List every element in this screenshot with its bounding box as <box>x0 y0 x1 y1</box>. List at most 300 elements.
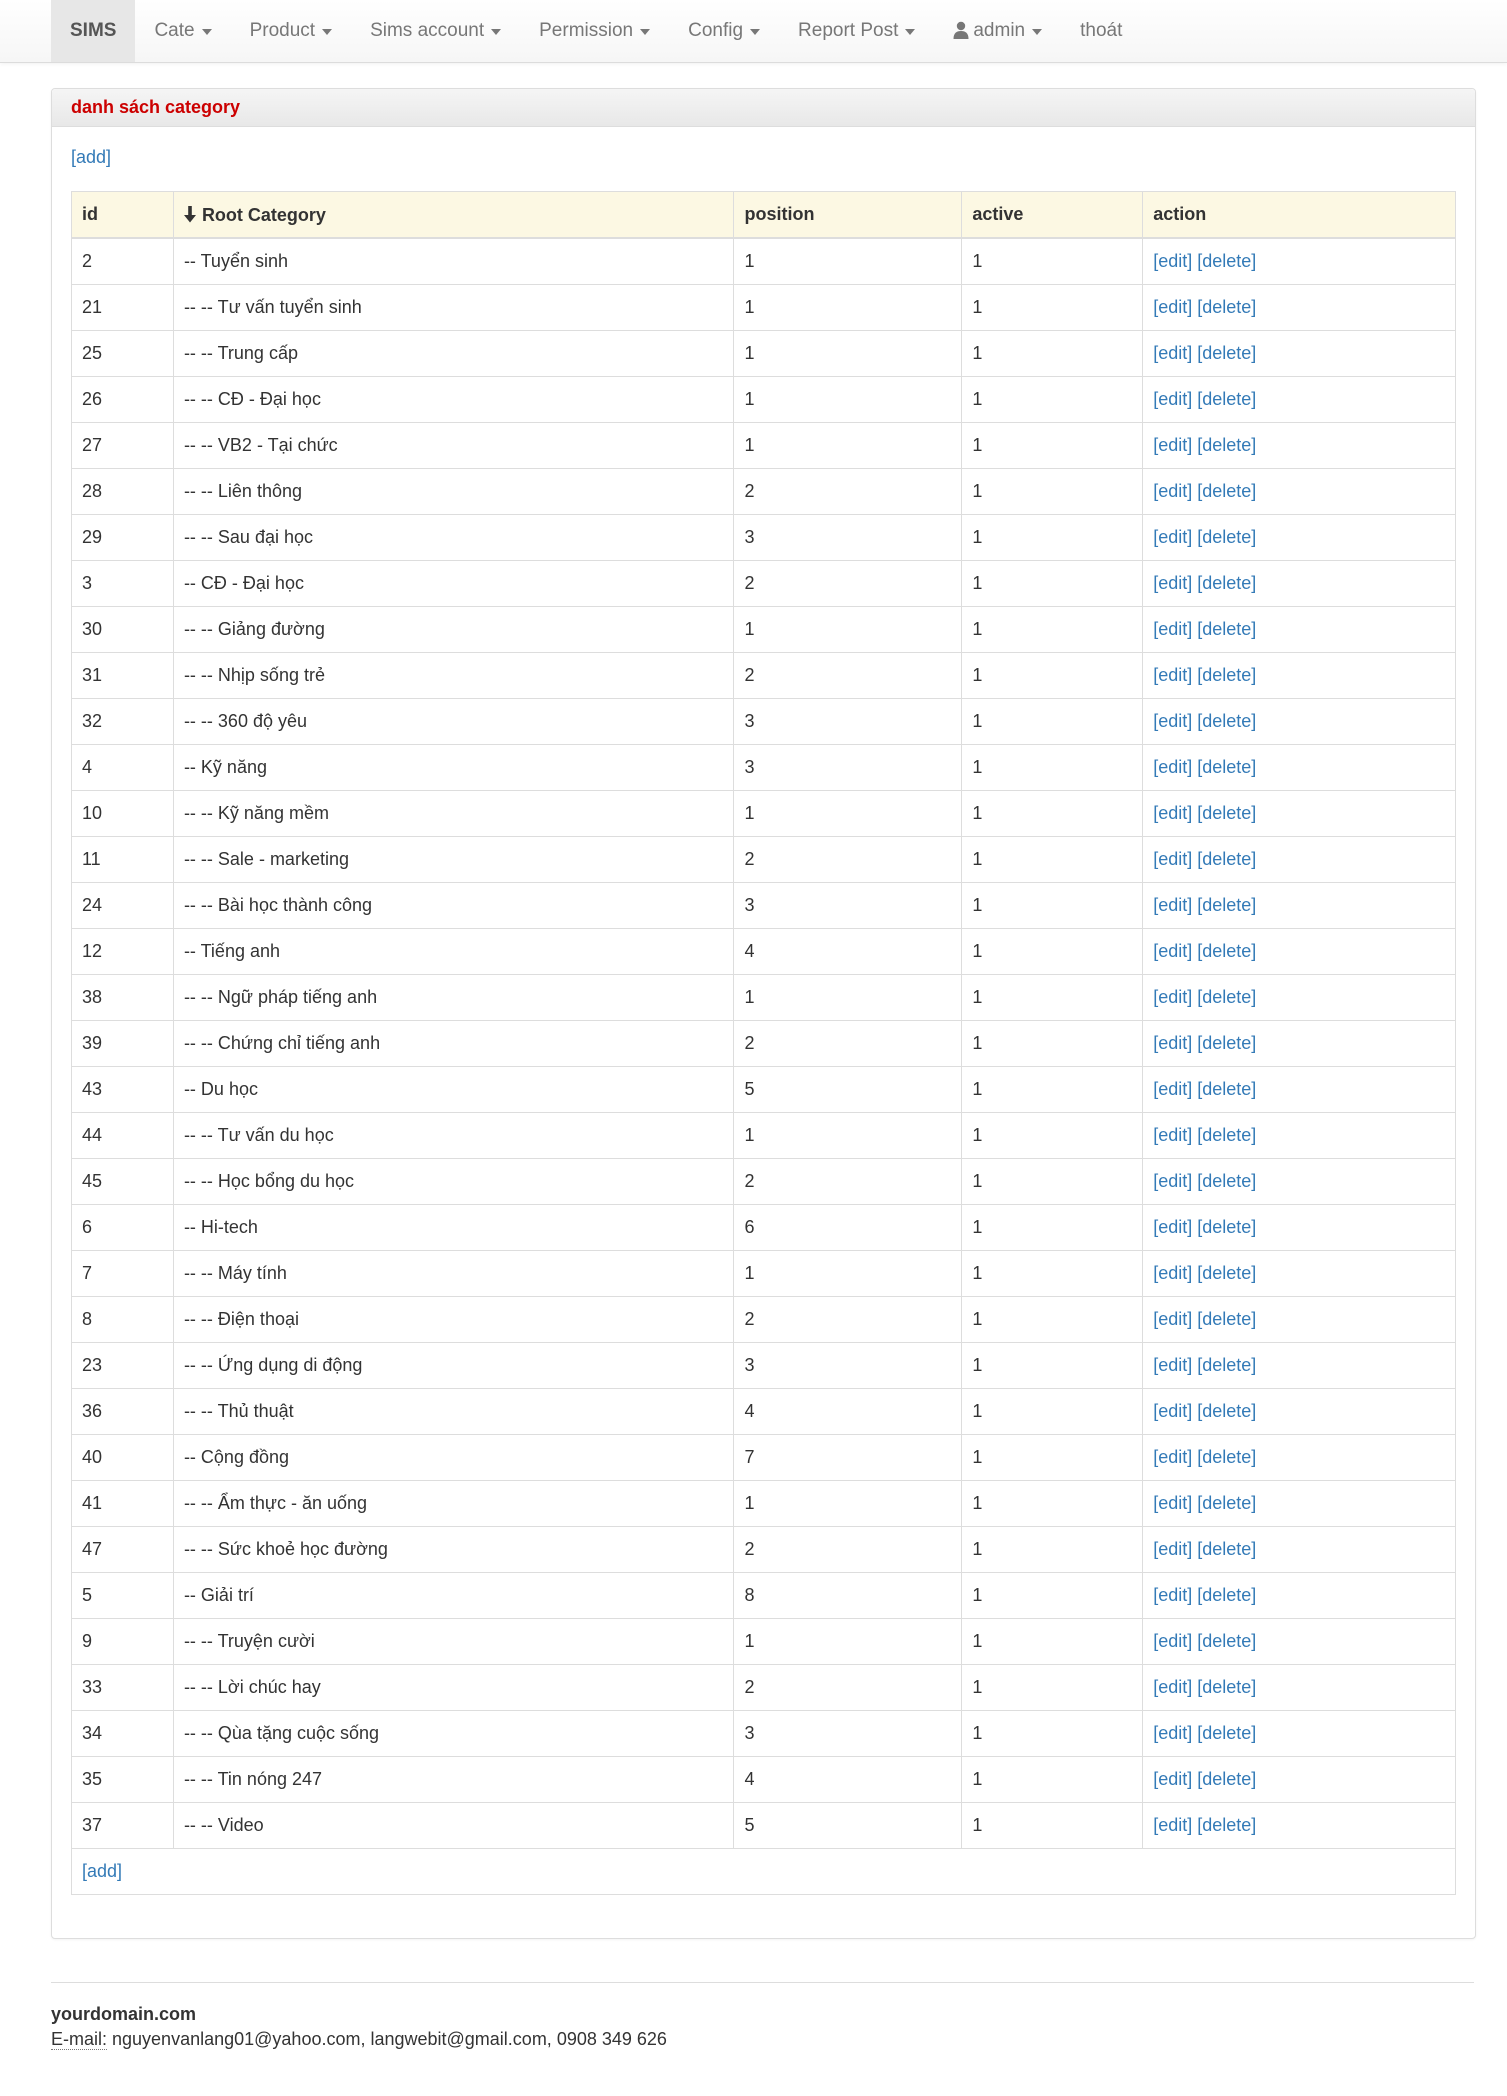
cell-category-name: -- Giải trí <box>173 1573 734 1619</box>
cell-active: 1 <box>962 883 1143 929</box>
cell-active: 1 <box>962 975 1143 1021</box>
panel-title-text: danh sách category <box>71 97 241 117</box>
cell-position: 3 <box>734 1343 962 1389</box>
cell-active: 1 <box>962 238 1143 285</box>
nav-item-product[interactable] <box>231 0 351 62</box>
delete-link[interactable]: [delete] <box>1197 1401 1257 1421</box>
edit-link[interactable]: [edit] <box>1153 1677 1193 1697</box>
edit-link[interactable]: [edit] <box>1153 619 1193 639</box>
edit-link[interactable]: [edit] <box>1153 435 1193 455</box>
edit-link[interactable]: [edit] <box>1153 1263 1193 1283</box>
cell-active: 1 <box>962 1573 1143 1619</box>
cell-category-name: -- -- Sau đại học <box>173 515 734 561</box>
cell-position: 3 <box>734 1711 962 1757</box>
cell-position: 8 <box>734 1573 962 1619</box>
edit-link[interactable]: [edit] <box>1153 1309 1193 1329</box>
cell-id: 36 <box>72 1389 174 1435</box>
nav-item-label: Product <box>249 20 316 41</box>
edit-link[interactable]: [edit] <box>1153 1769 1193 1789</box>
delete-link[interactable]: [delete] <box>1197 619 1257 639</box>
cell-id: 30 <box>72 607 174 653</box>
table-row <box>72 1343 1456 1389</box>
cell-action <box>1143 377 1456 423</box>
delete-link[interactable]: [delete] <box>1197 1723 1257 1743</box>
delete-link[interactable]: [delete] <box>1197 1539 1257 1559</box>
cell-id: 26 <box>72 377 174 423</box>
cell-id: 11 <box>72 837 174 883</box>
nav-brand-sims[interactable] <box>51 0 135 62</box>
cell-position: 4 <box>734 1389 962 1435</box>
cell-position: 2 <box>734 1665 962 1711</box>
table-row <box>72 377 1456 423</box>
cell-active: 1 <box>962 1067 1143 1113</box>
delete-link[interactable]: [delete] <box>1197 1217 1257 1237</box>
delete-link[interactable]: [delete] <box>1197 1585 1257 1605</box>
table-row <box>72 1205 1456 1251</box>
nav-item-user-admin[interactable] <box>934 0 1061 62</box>
cell-category-name: -- -- Sale - marketing <box>173 837 734 883</box>
nav-brand-label: SIMS <box>70 20 117 41</box>
cell-position: 2 <box>734 1159 962 1205</box>
user-icon <box>953 21 969 39</box>
cell-action <box>1143 791 1456 837</box>
delete-link[interactable]: [delete] <box>1197 389 1257 409</box>
table-row <box>72 1757 1456 1803</box>
delete-link[interactable]: [delete] <box>1197 1769 1257 1789</box>
delete-link[interactable]: [delete] <box>1197 1631 1257 1651</box>
nav-item-config[interactable] <box>669 0 779 62</box>
cell-category-name: -- -- CĐ - Đại học <box>173 377 734 423</box>
cell-category-name: -- CĐ - Đại học <box>173 561 734 607</box>
cell-position: 7 <box>734 1435 962 1481</box>
cell-active: 1 <box>962 745 1143 791</box>
nav-logout-link[interactable] <box>1061 0 1141 62</box>
edit-link[interactable]: [edit] <box>1153 297 1193 317</box>
cell-category-name: -- -- VB2 - Tại chức <box>173 423 734 469</box>
caret-down-icon <box>322 29 332 35</box>
panel-title <box>52 89 1475 127</box>
cell-category-name: -- Kỹ năng <box>173 745 734 791</box>
email-label: E-mail: <box>51 2029 108 2049</box>
cell-active: 1 <box>962 515 1143 561</box>
table-row <box>72 1665 1456 1711</box>
edit-link[interactable]: [edit] <box>1153 1723 1193 1743</box>
edit-link[interactable]: [edit] <box>1153 1033 1193 1053</box>
cell-active: 1 <box>962 1435 1143 1481</box>
cell-action <box>1143 1665 1456 1711</box>
cell-action <box>1143 837 1456 883</box>
cell-action <box>1143 1343 1456 1389</box>
table-row <box>72 837 1456 883</box>
cell-active: 1 <box>962 929 1143 975</box>
edit-link[interactable]: [edit] <box>1153 757 1193 777</box>
cell-category-name: -- -- Tin nóng 247 <box>173 1757 734 1803</box>
cell-action <box>1143 1251 1456 1297</box>
edit-link[interactable]: [edit] <box>1153 1125 1193 1145</box>
edit-link[interactable]: [edit] <box>1153 573 1193 593</box>
cell-category-name: -- -- Bài học thành công <box>173 883 734 929</box>
cell-category-name: -- -- Thủ thuật <box>173 1389 734 1435</box>
cell-active: 1 <box>962 1711 1143 1757</box>
cell-position: 1 <box>734 791 962 837</box>
cell-id: 12 <box>72 929 174 975</box>
nav-item-cate[interactable] <box>135 0 230 62</box>
cell-active: 1 <box>962 1159 1143 1205</box>
cell-category-name: -- -- Video <box>173 1803 734 1849</box>
caret-down-icon <box>491 29 501 35</box>
delete-link[interactable]: [delete] <box>1197 1493 1257 1513</box>
table-row <box>72 699 1456 745</box>
cell-action <box>1143 1757 1456 1803</box>
nav-item-label: Permission <box>539 20 634 41</box>
edit-link[interactable]: [edit] <box>1153 389 1193 409</box>
table-row <box>72 1573 1456 1619</box>
cell-position: 5 <box>734 1803 962 1849</box>
cell-active: 1 <box>962 699 1143 745</box>
nav-item-label: Report Post <box>798 20 899 41</box>
cell-position: 2 <box>734 561 962 607</box>
edit-link[interactable]: [edit] <box>1153 895 1193 915</box>
cell-position: 4 <box>734 929 962 975</box>
column-header-active[interactable]: active <box>962 192 1143 239</box>
edit-link[interactable]: [edit] <box>1153 1171 1193 1191</box>
cell-id: 24 <box>72 883 174 929</box>
cell-category-name: -- -- Điện thoại <box>173 1297 734 1343</box>
nav-item-label: Sims account <box>370 20 485 41</box>
cell-action <box>1143 975 1456 1021</box>
nav-item-report-post[interactable] <box>779 0 934 62</box>
nav-item-permission[interactable] <box>520 0 669 62</box>
cell-category-name: -- -- Học bổng du học <box>173 1159 734 1205</box>
cell-id: 7 <box>72 1251 174 1297</box>
cell-category-name: -- -- 360 độ yêu <box>173 699 734 745</box>
cell-id: 32 <box>72 699 174 745</box>
cell-active: 1 <box>962 561 1143 607</box>
nav-item-label: Config <box>688 20 744 41</box>
cell-id: 37 <box>72 1803 174 1849</box>
cell-id: 9 <box>72 1619 174 1665</box>
cell-active: 1 <box>962 1619 1143 1665</box>
delete-link[interactable]: [delete] <box>1197 757 1257 777</box>
cell-category-name: -- -- Tư vấn tuyển sinh <box>173 285 734 331</box>
delete-link[interactable]: [delete] <box>1197 527 1257 547</box>
column-header-action: action <box>1143 192 1456 239</box>
delete-link[interactable]: [delete] <box>1197 849 1257 869</box>
column-header-root-category[interactable] <box>173 192 734 239</box>
table-row <box>72 1113 1456 1159</box>
cell-category-name: -- -- Tư vấn du học <box>173 1113 734 1159</box>
edit-link[interactable]: [edit] <box>1153 987 1193 1007</box>
add-category-link-bottom[interactable]: [add] <box>82 1861 123 1881</box>
cell-action <box>1143 1481 1456 1527</box>
cell-position: 1 <box>734 285 962 331</box>
cell-id: 25 <box>72 331 174 377</box>
cell-active: 1 <box>962 1527 1143 1573</box>
edit-link[interactable]: [edit] <box>1153 1539 1193 1559</box>
delete-link[interactable]: [delete] <box>1197 1033 1257 1053</box>
nav-item-label: Cate <box>154 20 195 41</box>
cell-id: 34 <box>72 1711 174 1757</box>
table-row <box>72 791 1456 837</box>
cell-id: 47 <box>72 1527 174 1573</box>
edit-link[interactable]: [edit] <box>1153 343 1193 363</box>
cell-position: 2 <box>734 837 962 883</box>
table-footer-row <box>72 1849 1456 1895</box>
cell-position: 1 <box>734 1481 962 1527</box>
delete-link[interactable]: [delete] <box>1197 251 1257 271</box>
edit-link[interactable]: [edit] <box>1153 1355 1193 1375</box>
table-row <box>72 285 1456 331</box>
table-row <box>72 331 1456 377</box>
contact-info: nguyenvanlang01@yahoo.com, langwebit@gmail.com, 0908 349 626 <box>107 2029 667 2049</box>
cell-category-name: -- Cộng đồng <box>173 1435 734 1481</box>
add-category-link-top[interactable]: [add] <box>71 147 112 167</box>
cell-id: 5 <box>72 1573 174 1619</box>
cell-action <box>1143 238 1456 285</box>
delete-link[interactable]: [delete] <box>1197 343 1257 363</box>
cell-position: 2 <box>734 1021 962 1067</box>
table-row <box>72 1481 1456 1527</box>
cell-active: 1 <box>962 791 1143 837</box>
cell-action <box>1143 929 1456 975</box>
cell-category-name: -- Tiếng anh <box>173 929 734 975</box>
edit-link[interactable]: [edit] <box>1153 527 1193 547</box>
cell-category-name: -- -- Nhịp sống trẻ <box>173 653 734 699</box>
cell-active: 1 <box>962 1757 1143 1803</box>
cell-position: 3 <box>734 745 962 791</box>
cell-active: 1 <box>962 1481 1143 1527</box>
table-row <box>72 238 1456 285</box>
cell-id: 8 <box>72 1297 174 1343</box>
cell-active: 1 <box>962 1297 1143 1343</box>
table-header-row <box>72 192 1456 239</box>
cell-id: 23 <box>72 1343 174 1389</box>
caret-down-icon <box>905 29 915 35</box>
table-row <box>72 1435 1456 1481</box>
cell-action <box>1143 883 1456 929</box>
table-row <box>72 607 1456 653</box>
delete-link[interactable]: [delete] <box>1197 665 1257 685</box>
cell-position: 2 <box>734 469 962 515</box>
cell-action <box>1143 699 1456 745</box>
cell-action <box>1143 1159 1456 1205</box>
cell-action <box>1143 1067 1456 1113</box>
cell-position: 6 <box>734 1205 962 1251</box>
footer-site-name: yourdomain.com <box>51 2004 197 2024</box>
cell-position: 2 <box>734 1527 962 1573</box>
cell-id: 29 <box>72 515 174 561</box>
cell-position: 1 <box>734 1619 962 1665</box>
column-header-label: Root Category <box>201 204 326 225</box>
cell-id: 4 <box>72 745 174 791</box>
cell-position: 2 <box>734 1297 962 1343</box>
cell-action <box>1143 653 1456 699</box>
edit-link[interactable]: [edit] <box>1153 1585 1193 1605</box>
cell-id: 28 <box>72 469 174 515</box>
cell-position: 3 <box>734 515 962 561</box>
cell-id: 44 <box>72 1113 174 1159</box>
caret-down-icon <box>1032 29 1042 35</box>
nav-menu <box>51 0 1141 62</box>
cell-category-name: -- -- Lời chúc hay <box>173 1665 734 1711</box>
cell-action <box>1143 1113 1456 1159</box>
table-row <box>72 653 1456 699</box>
delete-link[interactable]: [delete] <box>1197 1309 1257 1329</box>
cell-active: 1 <box>962 469 1143 515</box>
cell-action <box>1143 515 1456 561</box>
edit-link[interactable]: [edit] <box>1153 1447 1193 1467</box>
edit-link[interactable]: [edit] <box>1153 1815 1193 1835</box>
cell-position: 1 <box>734 607 962 653</box>
cell-id: 21 <box>72 285 174 331</box>
edit-link[interactable]: [edit] <box>1153 849 1193 869</box>
cell-action <box>1143 1297 1456 1343</box>
cell-position: 1 <box>734 377 962 423</box>
cell-position: 1 <box>734 1113 962 1159</box>
cell-category-name: -- -- Máy tính <box>173 1251 734 1297</box>
delete-link[interactable]: [delete] <box>1197 1125 1257 1145</box>
cell-id: 39 <box>72 1021 174 1067</box>
cell-active: 1 <box>962 331 1143 377</box>
cell-id: 41 <box>72 1481 174 1527</box>
edit-link[interactable]: [edit] <box>1153 711 1193 731</box>
cell-active: 1 <box>962 1021 1143 1067</box>
cell-id: 38 <box>72 975 174 1021</box>
cell-active: 1 <box>962 1113 1143 1159</box>
table-row <box>72 1527 1456 1573</box>
edit-link[interactable]: [edit] <box>1153 251 1193 271</box>
delete-link[interactable]: [delete] <box>1197 1447 1257 1467</box>
caret-down-icon <box>202 29 212 35</box>
cell-active: 1 <box>962 423 1143 469</box>
table-row <box>72 883 1456 929</box>
table-row <box>72 745 1456 791</box>
nav-item-sims-account[interactable] <box>351 0 520 62</box>
cell-active: 1 <box>962 1389 1143 1435</box>
edit-link[interactable]: [edit] <box>1153 1079 1193 1099</box>
cell-category-name: -- Hi-tech <box>173 1205 734 1251</box>
cell-position: 1 <box>734 975 962 1021</box>
cell-action <box>1143 1021 1456 1067</box>
cell-id: 2 <box>72 238 174 285</box>
delete-link[interactable]: [delete] <box>1197 297 1257 317</box>
delete-link[interactable]: [delete] <box>1197 573 1257 593</box>
cell-position: 1 <box>734 331 962 377</box>
delete-link[interactable]: [delete] <box>1197 987 1257 1007</box>
footer-contact <box>51 2029 667 2050</box>
edit-link[interactable]: [edit] <box>1153 1631 1193 1651</box>
cell-category-name: -- -- Ngữ pháp tiếng anh <box>173 975 734 1021</box>
cell-category-name: -- -- Sức khoẻ học đường <box>173 1527 734 1573</box>
delete-link[interactable]: [delete] <box>1197 1677 1257 1697</box>
cell-active: 1 <box>962 1251 1143 1297</box>
cell-category-name: -- -- Ứng dụng di động <box>173 1343 734 1389</box>
delete-link[interactable]: [delete] <box>1197 895 1257 915</box>
delete-link[interactable]: [delete] <box>1197 941 1257 961</box>
cell-active: 1 <box>962 837 1143 883</box>
column-header-position[interactable]: position <box>734 192 962 239</box>
cell-id: 45 <box>72 1159 174 1205</box>
cell-id: 10 <box>72 791 174 837</box>
cell-active: 1 <box>962 377 1143 423</box>
table-row <box>72 1021 1456 1067</box>
delete-link[interactable]: [delete] <box>1197 1815 1257 1835</box>
cell-position: 3 <box>734 883 962 929</box>
cell-active: 1 <box>962 1665 1143 1711</box>
delete-link[interactable]: [delete] <box>1197 1263 1257 1283</box>
cell-action <box>1143 1205 1456 1251</box>
table-row <box>72 1711 1456 1757</box>
edit-link[interactable]: [edit] <box>1153 665 1193 685</box>
nav-logout-label: thoát <box>1080 20 1123 41</box>
top-navbar <box>0 0 1507 63</box>
edit-link[interactable]: [edit] <box>1153 1493 1193 1513</box>
cell-position: 4 <box>734 1757 962 1803</box>
caret-down-icon <box>750 29 760 35</box>
delete-link[interactable]: [delete] <box>1197 1171 1257 1191</box>
delete-link[interactable]: [delete] <box>1197 1079 1257 1099</box>
arrow-down-icon <box>184 206 196 223</box>
cell-action <box>1143 1389 1456 1435</box>
cell-id: 31 <box>72 653 174 699</box>
edit-link[interactable]: [edit] <box>1153 803 1193 823</box>
cell-id: 33 <box>72 1665 174 1711</box>
cell-position: 5 <box>734 1067 962 1113</box>
edit-link[interactable]: [edit] <box>1153 481 1193 501</box>
cell-id: 35 <box>72 1757 174 1803</box>
delete-link[interactable]: [delete] <box>1197 803 1257 823</box>
table-row <box>72 1297 1456 1343</box>
table-row <box>72 1251 1456 1297</box>
edit-link[interactable]: [edit] <box>1153 1401 1193 1421</box>
table-row <box>72 929 1456 975</box>
table-row <box>72 1803 1456 1849</box>
cell-action <box>1143 1803 1456 1849</box>
cell-id: 40 <box>72 1435 174 1481</box>
table-row <box>72 469 1456 515</box>
cell-action <box>1143 561 1456 607</box>
cell-category-name: -- -- Qùa tặng cuộc sống <box>173 1711 734 1757</box>
cell-active: 1 <box>962 653 1143 699</box>
table-footer-cell <box>72 1849 1456 1895</box>
delete-link[interactable]: [delete] <box>1197 711 1257 731</box>
cell-action <box>1143 331 1456 377</box>
cell-position: 1 <box>734 238 962 285</box>
cell-position: 1 <box>734 423 962 469</box>
column-header-id[interactable]: id <box>72 192 174 239</box>
delete-link[interactable]: [delete] <box>1197 435 1257 455</box>
edit-link[interactable]: [edit] <box>1153 1217 1193 1237</box>
edit-link[interactable]: [edit] <box>1153 941 1193 961</box>
cell-action <box>1143 1619 1456 1665</box>
delete-link[interactable]: [delete] <box>1197 481 1257 501</box>
delete-link[interactable]: [delete] <box>1197 1355 1257 1375</box>
cell-active: 1 <box>962 1343 1143 1389</box>
cell-action <box>1143 745 1456 791</box>
cell-action <box>1143 1573 1456 1619</box>
table-row <box>72 1159 1456 1205</box>
cell-category-name: -- -- Truyện cười <box>173 1619 734 1665</box>
cell-action <box>1143 423 1456 469</box>
cell-category-name: -- -- Kỹ năng mềm <box>173 791 734 837</box>
cell-action <box>1143 469 1456 515</box>
footer-divider <box>51 1982 1474 1983</box>
cell-action <box>1143 1435 1456 1481</box>
cell-category-name: -- Du học <box>173 1067 734 1113</box>
cell-id: 27 <box>72 423 174 469</box>
cell-category-name: -- Tuyển sinh <box>173 238 734 285</box>
cell-active: 1 <box>962 285 1143 331</box>
